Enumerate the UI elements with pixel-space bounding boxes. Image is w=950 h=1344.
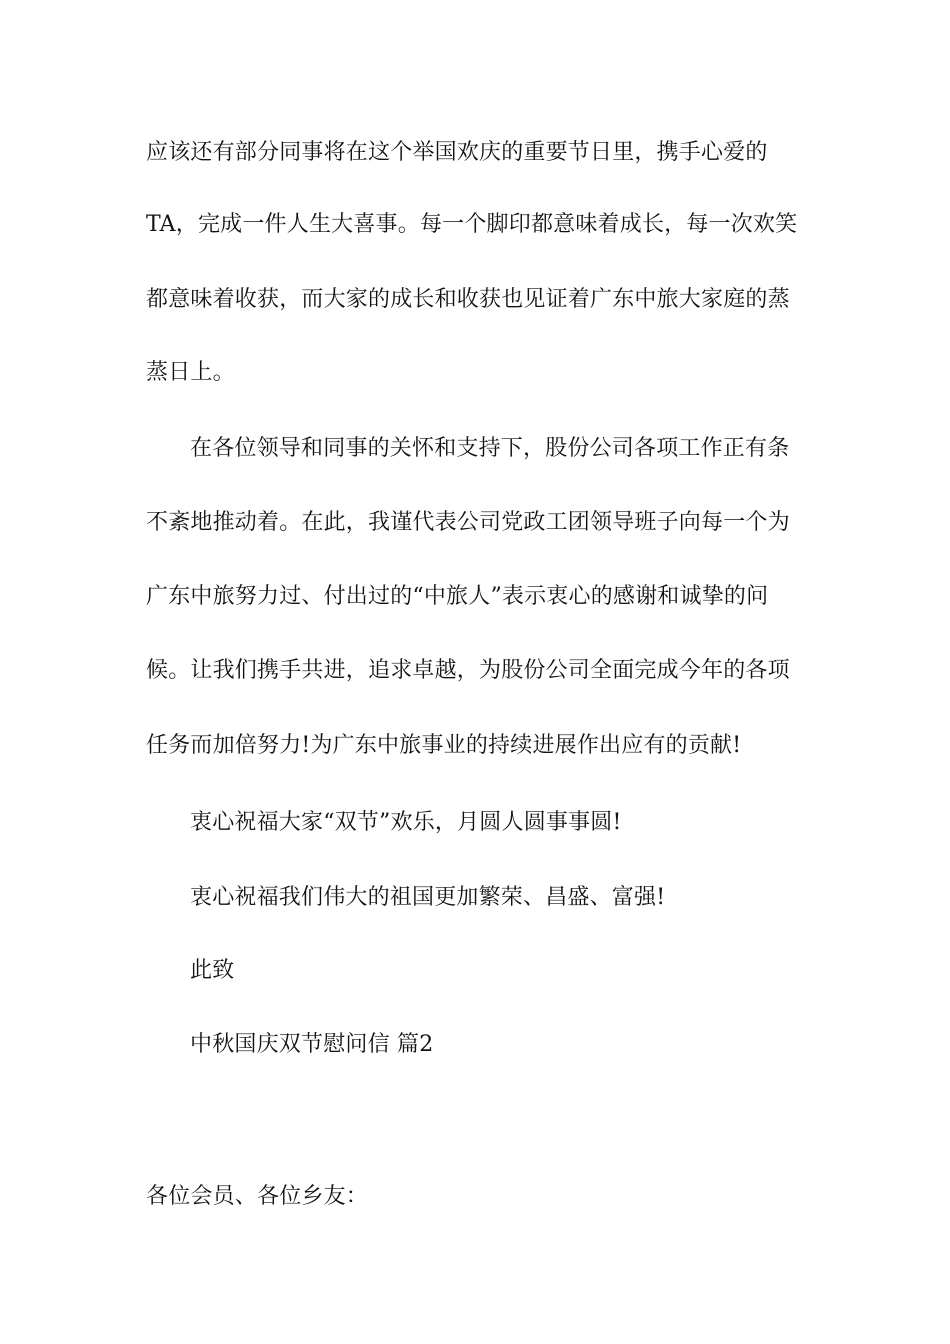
wish-line-2: 衷心祝福我们伟大的祖国更加繁荣、昌盛、富强! (190, 885, 666, 910)
paragraph-2-line-2: 不紊地推动着。在此，我谨代表公司党政工团领导班子向每一个为 (146, 510, 790, 535)
section-title: 中秋国庆双节慰问信 篇2 (190, 1032, 434, 1057)
closing-line: 此致 (190, 958, 235, 983)
paragraph-1-line-3: 都意味着收获，而大家的成长和收获也见证着广东中旅大家庭的蒸 (146, 287, 790, 312)
salutation-line: 各位会员、各位乡友： (146, 1184, 369, 1209)
paragraph-1-line-1: 应该还有部分同事将在这个举国欢庆的重要节日里，携手心爱的 (146, 140, 768, 165)
paragraph-2-line-1: 在各位领导和同事的关怀和支持下，股份公司各项工作正有条 (190, 436, 790, 461)
paragraph-2-line-4: 候。让我们携手共进，追求卓越，为股份公司全面完成今年的各项 (146, 658, 790, 683)
paragraph-1-line-2: TA，完成一件人生大喜事。每一个脚印都意味着成长，每一次欢笑 (146, 212, 798, 237)
paragraph-1-line-4: 蒸日上。 (146, 360, 235, 385)
paragraph-2-line-3: 广东中旅努力过、付出过的“中旅人”表示衷心的感谢和诚挚的问 (146, 584, 769, 609)
wish-line-1: 衷心祝福大家“双节”欢乐，月圆人圆事事圆! (190, 810, 622, 835)
paragraph-2-line-5: 任务而加倍努力!为广东中旅事业的持续进展作出应有的贡献! (146, 733, 742, 758)
